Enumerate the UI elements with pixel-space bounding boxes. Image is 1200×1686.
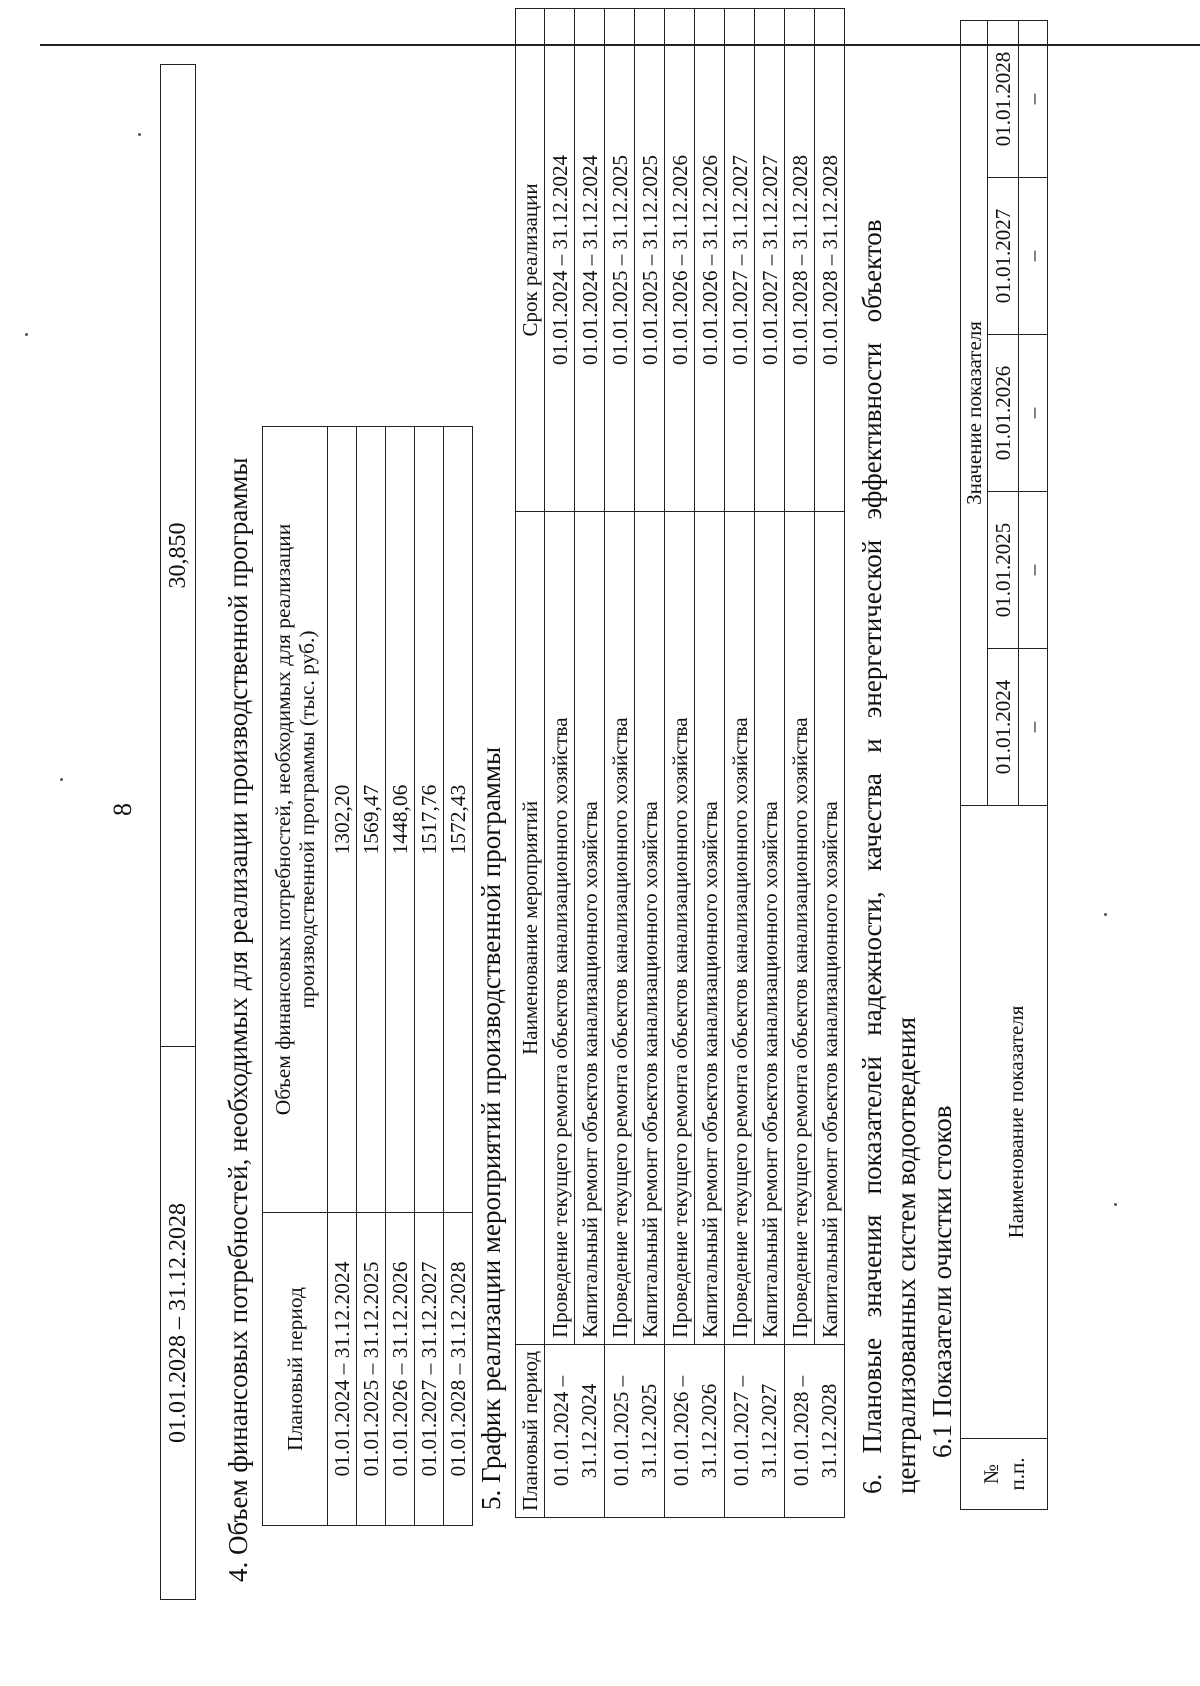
period-line: 31.12.2025 [636, 1383, 661, 1479]
section5-heading: 5. График реализации мероприятий производственной программы [476, 746, 506, 1510]
measure-cell: Проведение текущего ремонта объектов канализационного хозяйства [545, 511, 575, 1344]
number-header-line: № [979, 1463, 1003, 1485]
period-line: 01.01.2025 – [608, 1375, 633, 1487]
value-cell: – [1019, 649, 1048, 806]
column-header-volume [263, 427, 328, 1213]
value-cell: 1517,76 [415, 427, 444, 1213]
table-row [605, 9, 635, 1518]
term-cell: 01.01.2026 – 31.12.2026 [665, 9, 695, 512]
table-row [357, 427, 386, 1526]
period-cell: 01.01.2028 – 31.12.2028 [161, 1047, 196, 1600]
value-cell: – [1019, 21, 1048, 178]
period-line: 01.01.2027 – [728, 1375, 753, 1487]
table-row [665, 9, 695, 1518]
table-row [635, 9, 665, 1518]
scan-speck [25, 333, 28, 336]
schedule-table [515, 8, 845, 1518]
period-line: 31.12.2026 [696, 1383, 721, 1479]
term-cell: 01.01.2026 – 31.12.2026 [695, 9, 725, 512]
value-cell: 1302,20 [328, 427, 357, 1213]
table-header-row [961, 21, 988, 1510]
table-row [575, 9, 605, 1518]
scan-speck [60, 778, 63, 781]
measure-cell: Проведение текущего ремонта объектов канализационного хозяйства [785, 511, 815, 1344]
date-header: 01.01.2028 [988, 21, 1019, 178]
period-line: 31.12.2024 [576, 1383, 601, 1479]
number-header-line: п.п. [1005, 1457, 1029, 1491]
date-header: 01.01.2024 [988, 649, 1019, 806]
period-cell [785, 1344, 845, 1517]
table-row [328, 427, 357, 1526]
volume-header-line2: производственной программы (тыс. руб.) [295, 630, 319, 1009]
table-row [755, 9, 785, 1518]
value-cell: 30,850 [161, 65, 196, 1047]
column-header-term: Срок реализации [516, 9, 545, 512]
table-row [161, 65, 196, 1600]
section6-heading: 6. Плановые значения показателей надежности, качества и энергетической эффективности объектов [857, 219, 887, 1494]
term-cell: 01.01.2027 – 31.12.2027 [725, 9, 755, 512]
table-row [815, 9, 845, 1518]
table-row [415, 427, 444, 1526]
period-cell: 01.01.2028 – 31.12.2028 [444, 1213, 473, 1526]
period-cell: 01.01.2027 – 31.12.2027 [415, 1213, 444, 1526]
scan-speck [1104, 913, 1107, 916]
term-cell: 01.01.2028 – 31.12.2028 [815, 9, 845, 512]
period-cell: 01.01.2026 – 31.12.2026 [386, 1213, 415, 1526]
period-cell: 01.01.2025 – 31.12.2025 [357, 1213, 386, 1526]
indicators-table [960, 20, 1048, 1510]
period-line: 01.01.2028 – [788, 1375, 813, 1487]
section61-subheading: 6.1 Показатели очистки стоков [927, 1105, 957, 1458]
measure-cell: Капитальный ремонт объектов канализационного хозяйства [755, 511, 785, 1344]
scan-speck [1114, 1203, 1117, 1206]
value-cell: – [1019, 335, 1048, 492]
financial-volume-table [262, 426, 473, 1526]
table-row [386, 427, 415, 1526]
term-cell: 01.01.2024 – 31.12.2024 [575, 9, 605, 512]
value-cell: – [1019, 178, 1048, 335]
column-header-period: Плановый период [516, 1344, 545, 1517]
value-cell: 1572,43 [444, 427, 473, 1213]
period-cell: 01.01.2024 – 31.12.2024 [328, 1213, 357, 1526]
column-header-measures: Наименование мероприятий [516, 511, 545, 1344]
measure-cell: Проведение текущего ремонта объектов канализационного хозяйства [665, 511, 695, 1344]
period-cell [545, 1344, 605, 1517]
value-cell: 1569,47 [357, 427, 386, 1213]
value-cell: 1448,06 [386, 427, 415, 1213]
term-cell: 01.01.2025 – 31.12.2025 [635, 9, 665, 512]
column-header-period: Плановый период [263, 1213, 328, 1526]
column-header-number [961, 1439, 1048, 1510]
table-row [695, 9, 725, 1518]
period-line: 01.01.2024 – [548, 1375, 573, 1487]
scan-edge-line [40, 44, 1200, 46]
period-cell [605, 1344, 665, 1517]
measure-cell: Проведение текущего ремонта объектов канализационного хозяйства [725, 511, 755, 1344]
continuation-table [160, 64, 196, 1600]
period-cell [725, 1344, 785, 1517]
table-row [725, 9, 755, 1518]
table-row [444, 427, 473, 1526]
date-header: 01.01.2026 [988, 335, 1019, 492]
measure-cell: Капитальный ремонт объектов канализационного хозяйства [575, 511, 605, 1344]
measure-cell: Проведение текущего ремонта объектов канализационного хозяйства [605, 511, 635, 1344]
period-line: 31.12.2027 [756, 1383, 781, 1479]
measure-cell: Капитальный ремонт объектов канализационного хозяйства [695, 511, 725, 1344]
measure-cell: Капитальный ремонт объектов канализационного хозяйства [635, 511, 665, 1344]
section6-heading-continued: централизованных систем водоотведения [891, 1016, 921, 1494]
column-header-values: Значение показателя [961, 21, 988, 806]
table-row [785, 9, 815, 1518]
period-line: 01.01.2026 – [668, 1375, 693, 1487]
section4-heading: 4. Объем финансовых потребностей, необходимых для реализации производственной программы [223, 457, 253, 1582]
period-line: 31.12.2028 [816, 1383, 841, 1479]
volume-header-line1: Объем финансовых потребностей, необходимых для реализации [271, 523, 295, 1116]
table-header-row [263, 427, 328, 1526]
term-cell: 01.01.2028 – 31.12.2028 [785, 9, 815, 512]
page-number: 8 [108, 803, 137, 816]
column-header-indicator: Наименование показателя [961, 806, 1048, 1439]
table-header-row [516, 9, 545, 1518]
scan-speck [138, 133, 141, 136]
term-cell: 01.01.2025 – 31.12.2025 [605, 9, 635, 512]
date-header: 01.01.2027 [988, 178, 1019, 335]
period-cell [665, 1344, 725, 1517]
table-row [545, 9, 575, 1518]
measure-cell: Капитальный ремонт объектов канализационного хозяйства [815, 511, 845, 1344]
term-cell: 01.01.2024 – 31.12.2024 [545, 9, 575, 512]
value-cell: – [1019, 492, 1048, 649]
term-cell: 01.01.2027 – 31.12.2027 [755, 9, 785, 512]
date-header: 01.01.2025 [988, 492, 1019, 649]
